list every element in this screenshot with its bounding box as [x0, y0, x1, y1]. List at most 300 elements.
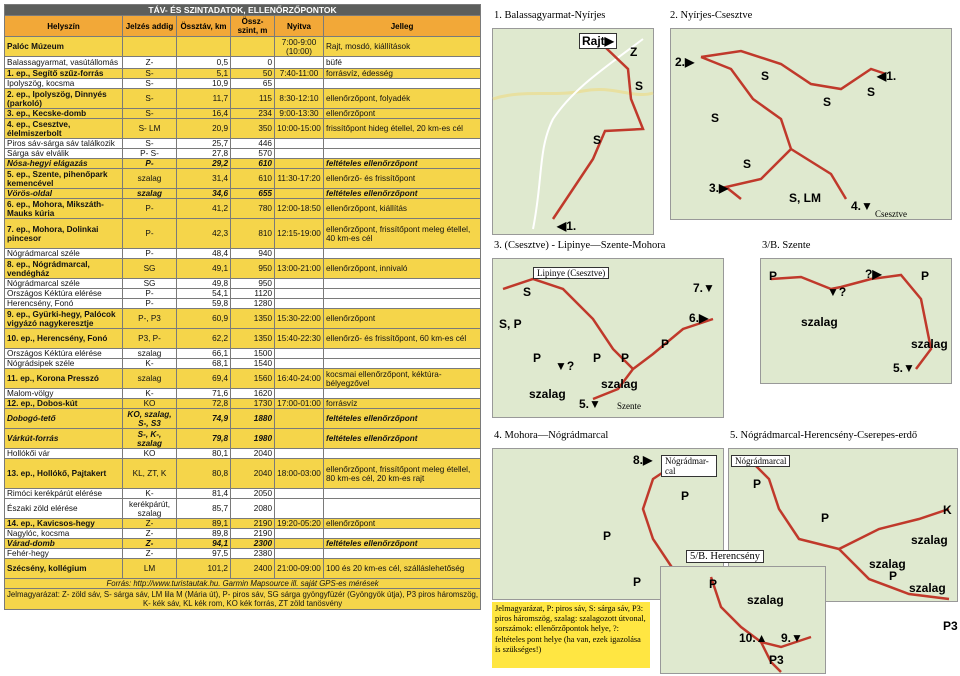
cell-kind: ellenőrző- és frissítőpont, 60 km-es cél — [324, 329, 481, 349]
map3-label-8: P — [593, 351, 602, 365]
cell-elevation: 65 — [231, 79, 275, 89]
cell-open — [275, 539, 324, 549]
cell-open: 12:15-19:00 — [275, 219, 324, 249]
cell-kind — [324, 299, 481, 309]
cell-location: 3. ep., Kecske-domb — [5, 109, 123, 119]
cell-distance: 59,8 — [177, 299, 231, 309]
cell-kind: büfé — [324, 57, 481, 69]
map3-label-11: szalag — [601, 377, 638, 391]
table-row — [5, 359, 481, 369]
cell-open: 8:30-12:10 — [275, 89, 324, 109]
table-row — [5, 149, 481, 159]
cell-location: Várad-domb — [5, 539, 123, 549]
map2-label-3: S — [867, 85, 876, 99]
cell-location: Északi zöld elérése — [5, 499, 123, 519]
cell-elevation: 50 — [231, 69, 275, 79]
table-row — [5, 249, 481, 259]
cell-kind: ellenőrzőpont, kiállítás — [324, 199, 481, 219]
table-legend: Jelmagyarázat: Z- zöld sáv, S- sárga sáv, LM lila M (Mária út), P- piros sáv, SG sárga gyöngyfüzér (Gyöngyök útja), P3 piros háromszög, K- kék sáv, KL kék rom, KO kék forrás, ZT zöld tanösvény — [5, 589, 481, 610]
cell-location: 1. ep., Segítő szűz-forrás — [5, 69, 123, 79]
table-row — [5, 219, 481, 249]
map5-label-8: P — [889, 569, 898, 583]
cell-elevation: 1120 — [231, 289, 275, 299]
table-row — [5, 159, 481, 169]
cell-distance: 89,8 — [177, 529, 231, 539]
cell-mark: S- — [123, 79, 177, 89]
map3-label-9: P — [621, 351, 630, 365]
map5-label-6: szalag — [909, 581, 946, 595]
table-row — [5, 549, 481, 559]
map3b-label-6: 5.▼ — [893, 361, 915, 375]
cell-mark: S- — [123, 139, 177, 149]
cell-mark: S- — [123, 69, 177, 79]
table-row — [5, 389, 481, 399]
cell-location: Palóc Múzeum — [5, 37, 123, 57]
cell-elevation: 610 — [231, 159, 275, 169]
cell-open: 7:40-11:00 — [275, 69, 324, 79]
map1-label-start: Rajt▶ — [579, 33, 617, 49]
table-row — [5, 37, 481, 57]
map1-label-3: S — [593, 133, 602, 147]
cell-mark: szalag — [123, 369, 177, 389]
cell-elevation: 446 — [231, 139, 275, 149]
cell-kind: ellenőrző- és frissítőpont — [324, 169, 481, 189]
cell-kind: forrásvíz, édesség — [324, 69, 481, 79]
cell-elevation: 1280 — [231, 299, 275, 309]
cell-open — [275, 549, 324, 559]
cell-distance: 62,2 — [177, 329, 231, 349]
cell-kind: feltételes ellenőrzőpont — [324, 539, 481, 549]
map2 — [670, 28, 952, 220]
map5b-label-1: szalag — [747, 593, 784, 607]
source-note: Forrás: http://www.turistautak.hu. Garmin Mapsource ill. saját GPS-es mérések — [5, 579, 481, 589]
cell-mark: Z- — [123, 57, 177, 69]
cell-elevation: 1350 — [231, 329, 275, 349]
cell-distance: 94,1 — [177, 539, 231, 549]
header-location: Helyszín — [5, 16, 123, 37]
cell-elevation: 655 — [231, 189, 275, 199]
cell-kind — [324, 79, 481, 89]
cell-open — [275, 79, 324, 89]
cell-kind: ellenőrzőpont, frissítőpont meleg étellel, 40 km-es cél — [324, 219, 481, 249]
cell-kind: ellenőrzőpont — [324, 109, 481, 119]
map2-label-7: 3.▶ — [709, 181, 729, 195]
cell-kind — [324, 529, 481, 539]
cell-location: 2. ep., Ipolyszög, Dinnyés (parkoló) — [5, 89, 123, 109]
cell-open: 7:00-9:00 (10:00) — [275, 37, 324, 57]
cell-distance: 29,2 — [177, 159, 231, 169]
map4-label-4: P — [633, 575, 642, 589]
cell-distance: 34,6 — [177, 189, 231, 199]
map3-title: 3. (Csesztve) - Lipinye—Szente-Mohora — [494, 240, 666, 251]
cell-distance: 16,4 — [177, 109, 231, 119]
cell-distance: 68,1 — [177, 359, 231, 369]
cell-elevation: 1500 — [231, 349, 275, 359]
map5-label-5: szalag — [869, 557, 906, 571]
cell-open — [275, 57, 324, 69]
cell-mark: SG — [123, 259, 177, 279]
cell-open: 17:00-01:00 — [275, 399, 324, 409]
map5-label-4: szalag — [911, 533, 948, 547]
cell-elevation: 2190 — [231, 519, 275, 529]
map3 — [492, 258, 724, 418]
map5b — [660, 566, 826, 674]
cell-mark: Z- — [123, 549, 177, 559]
cell-location: Hollókői vár — [5, 449, 123, 459]
map5b-title: 5/B. Herencsény — [686, 550, 764, 563]
map3b-label-4: szalag — [801, 315, 838, 329]
cell-kind: kocsmai ellenőrzőpont, kéktúra-bélyegzővel — [324, 369, 481, 389]
cell-elevation: 234 — [231, 109, 275, 119]
cell-kind: feltételes ellenőrzőpont — [324, 189, 481, 199]
map3-label-5: P — [661, 337, 670, 351]
cell-elevation: 950 — [231, 279, 275, 289]
cell-location: 8. ep., Nógrádmarcal, vendégház — [5, 259, 123, 279]
map4-label-2: P — [681, 489, 690, 503]
cell-distance: 27,8 — [177, 149, 231, 159]
cell-open: 16:40-24:00 — [275, 369, 324, 389]
cell-elevation: 2400 — [231, 559, 275, 579]
cell-kind: ellenőrzőpont, folyadék — [324, 89, 481, 109]
cell-elevation: 2380 — [231, 549, 275, 559]
table-row — [5, 409, 481, 429]
map2-label-10: Csesztve — [875, 209, 907, 219]
cell-mark: kerékpárút, szalag — [123, 499, 177, 519]
table-row — [5, 79, 481, 89]
cell-kind: feltételes ellenőrzőpont — [324, 429, 481, 449]
map3-label-6: ▼? — [555, 359, 575, 373]
cell-distance — [177, 37, 231, 57]
map3-route — [493, 259, 723, 417]
cell-elevation: 1350 — [231, 309, 275, 329]
cell-distance: 89,1 — [177, 519, 231, 529]
map3-label-10: szalag — [529, 387, 566, 401]
table-row — [5, 109, 481, 119]
header-mark: Jelzés addig — [123, 16, 177, 37]
cell-kind — [324, 489, 481, 499]
header-open: Nyitva — [275, 16, 324, 37]
map2-label-9: 4.▼ — [851, 199, 873, 213]
cell-mark: KO, szalag, S-, S3 — [123, 409, 177, 429]
cell-distance: 5,1 — [177, 69, 231, 79]
cell-location: Várkút-forrás — [5, 429, 123, 449]
table-row — [5, 119, 481, 139]
cell-kind — [324, 359, 481, 369]
cell-kind — [324, 279, 481, 289]
header-distance: Össztáv, km — [177, 16, 231, 37]
cell-distance: 0,5 — [177, 57, 231, 69]
map3-label-4: 6.▶ — [689, 311, 709, 325]
table-row — [5, 429, 481, 449]
cell-location: 10. ep., Herencsény, Fonó — [5, 329, 123, 349]
cell-elevation: 1730 — [231, 399, 275, 409]
cell-kind: ellenőrzőpont — [324, 519, 481, 529]
map2-title: 2. Nyírjes-Csesztve — [670, 10, 753, 21]
table-row — [5, 349, 481, 359]
map5b-label-2: 10.▲ — [739, 631, 768, 645]
table-header — [5, 16, 481, 37]
cell-elevation: 1540 — [231, 359, 275, 369]
cell-elevation — [231, 37, 275, 57]
cell-mark: KO — [123, 449, 177, 459]
cell-mark: P- — [123, 159, 177, 169]
cell-kind: ellenőrzőpont — [324, 309, 481, 329]
itinerary-section — [4, 4, 480, 610]
cell-location: 14. ep., Kavicsos-hegy — [5, 519, 123, 529]
cell-open — [275, 489, 324, 499]
cell-open — [275, 389, 324, 399]
cell-open: 13:00-21:00 — [275, 259, 324, 279]
cell-kind: feltételes ellenőrzőpont — [324, 159, 481, 169]
map3-label-3: S, P — [499, 317, 522, 331]
cell-location: Sárga sáv elválik — [5, 149, 123, 159]
map1-route — [493, 29, 653, 234]
map1-label-1: Z — [630, 45, 638, 59]
cell-distance: 31,4 — [177, 169, 231, 189]
cell-mark: P- — [123, 199, 177, 219]
cell-mark: P- S- — [123, 149, 177, 159]
cell-mark: KL, ZT, K — [123, 459, 177, 489]
cell-kind: frissítőpont hideg étellel, 20 km-es cél — [324, 119, 481, 139]
cell-open — [275, 279, 324, 289]
cell-kind: feltételes ellenőrzőpont — [324, 409, 481, 429]
cell-open: 11:30-17:20 — [275, 169, 324, 189]
cell-distance: 80,1 — [177, 449, 231, 459]
cell-mark: LM — [123, 559, 177, 579]
table-row — [5, 299, 481, 309]
cell-mark: P- — [123, 249, 177, 259]
table-row — [5, 489, 481, 499]
map3b-label-5: szalag — [911, 337, 948, 351]
map5b-label-4: P3 — [769, 653, 784, 667]
cell-location: Dobogó-tető — [5, 409, 123, 429]
cell-distance: 25,7 — [177, 139, 231, 149]
table-row — [5, 449, 481, 459]
map5-label-3: K — [943, 503, 952, 517]
cell-distance: 71,6 — [177, 389, 231, 399]
table-row — [5, 57, 481, 69]
cell-open — [275, 139, 324, 149]
cell-location: Malom-völgy — [5, 389, 123, 399]
table-row — [5, 309, 481, 329]
map2-label-4: ◀1. — [877, 69, 897, 83]
cell-location: Nagylóc, kocsma — [5, 529, 123, 539]
cell-location: Nógrádmarcal széle — [5, 249, 123, 259]
cell-location: Balassagyarmat, vasútállomás — [5, 57, 123, 69]
cell-elevation: 940 — [231, 249, 275, 259]
map3b — [760, 258, 952, 384]
cell-open: 18:00-03:00 — [275, 459, 324, 489]
cell-kind: ellenőrzőpont, frissítőpont meleg étellel, 80 km-es cél, 20 km-es rajt — [324, 459, 481, 489]
cell-location: Fehér-hegy — [5, 549, 123, 559]
cell-distance: 49,8 — [177, 279, 231, 289]
table-row — [5, 199, 481, 219]
cell-distance: 101,2 — [177, 559, 231, 579]
cell-elevation: 350 — [231, 119, 275, 139]
cell-open — [275, 149, 324, 159]
table-row — [5, 369, 481, 389]
cell-location: 7. ep., Mohora, Dolinkai pincesor — [5, 219, 123, 249]
cell-kind — [324, 139, 481, 149]
table-row — [5, 499, 481, 519]
cell-mark: szalag — [123, 169, 177, 189]
cell-open: 9:00-13:30 — [275, 109, 324, 119]
table-row — [5, 289, 481, 299]
itinerary-table — [4, 4, 481, 610]
header-elevation: Össz-szint, m — [231, 16, 275, 37]
cell-distance: 97,5 — [177, 549, 231, 559]
cell-elevation: 1880 — [231, 409, 275, 429]
cell-kind — [324, 449, 481, 459]
table-row — [5, 399, 481, 409]
map2-label-0: 2.▶ — [675, 55, 695, 69]
cell-mark: P- — [123, 299, 177, 309]
table-row — [5, 279, 481, 289]
cell-kind — [324, 289, 481, 299]
cell-location: Herencsény, Fonó — [5, 299, 123, 309]
cell-open — [275, 529, 324, 539]
table-row — [5, 519, 481, 529]
map2-label-6: S — [743, 157, 752, 171]
cell-kind — [324, 549, 481, 559]
map5b-label-0: P — [709, 577, 718, 591]
cell-open — [275, 159, 324, 169]
cell-elevation: 2040 — [231, 459, 275, 489]
cell-open — [275, 189, 324, 199]
cell-elevation: 2190 — [231, 529, 275, 539]
cell-elevation: 2050 — [231, 489, 275, 499]
cell-distance: 69,4 — [177, 369, 231, 389]
cell-location: Szécsény, kollégium — [5, 559, 123, 579]
cell-elevation: 1560 — [231, 369, 275, 389]
cell-mark: P3, P- — [123, 329, 177, 349]
cell-open: 15:30-22:00 — [275, 309, 324, 329]
cell-distance: 49,1 — [177, 259, 231, 279]
map3b-label-0: P — [769, 269, 778, 283]
table-row — [5, 329, 481, 349]
cell-elevation: 610 — [231, 169, 275, 189]
table-row — [5, 189, 481, 199]
cell-kind: 100 és 20 km-es cél, szálláslehetőség — [324, 559, 481, 579]
cell-open — [275, 349, 324, 359]
cell-kind — [324, 389, 481, 399]
map1-title: 1. Balassagyarmat-Nyírjes — [494, 10, 606, 21]
cell-location: Vörös-oldal — [5, 189, 123, 199]
cell-distance: 54,1 — [177, 289, 231, 299]
cell-distance: 10,9 — [177, 79, 231, 89]
cell-location: 11. ep., Korona Presszó — [5, 369, 123, 389]
cell-location: 4. ep., Csesztve, élelmiszerbolt — [5, 119, 123, 139]
map5-title: 5. Nógrádmarcal-Herencsény-Cserepes-erdő — [730, 430, 918, 441]
cell-mark: P- — [123, 289, 177, 299]
cell-kind: Rajt, mosdó, kiállítások — [324, 37, 481, 57]
cell-kind: ellenőrzőpont, innivaló — [324, 259, 481, 279]
cell-distance: 48,4 — [177, 249, 231, 259]
map3-label-12: 5.▼ — [579, 397, 601, 411]
cell-open — [275, 359, 324, 369]
cell-mark: szalag — [123, 349, 177, 359]
cell-open — [275, 299, 324, 309]
cell-mark: S- — [123, 89, 177, 109]
cell-kind — [324, 349, 481, 359]
cell-distance: 72,8 — [177, 399, 231, 409]
cell-elevation: 2040 — [231, 449, 275, 459]
cell-location: Országos Kéktúra elérése — [5, 289, 123, 299]
cell-mark — [123, 37, 177, 57]
cell-mark: S- — [123, 109, 177, 119]
cell-open: 15:40-22:30 — [275, 329, 324, 349]
map3b-label-3: ▼? — [827, 285, 847, 299]
table-row — [5, 559, 481, 579]
map2-label-5: S — [711, 111, 720, 125]
cell-open: 10:00-15:00 — [275, 119, 324, 139]
cell-elevation: 570 — [231, 149, 275, 159]
cell-location: Rimóci kerékpárút elérése — [5, 489, 123, 499]
map3-label-2: 7.▼ — [693, 281, 715, 295]
cell-elevation: 115 — [231, 89, 275, 109]
cell-mark: S- LM — [123, 119, 177, 139]
cell-open — [275, 499, 324, 519]
cell-kind — [324, 249, 481, 259]
cell-elevation: 2080 — [231, 499, 275, 519]
header-kind: Jelleg — [324, 16, 481, 37]
cell-kind — [324, 149, 481, 159]
cell-location: Nósa-hegyi elágazás — [5, 159, 123, 169]
map4-label-0: 8.▶ — [633, 453, 653, 467]
cell-distance: 80,8 — [177, 459, 231, 489]
cell-open — [275, 449, 324, 459]
cell-distance: 60,9 — [177, 309, 231, 329]
cell-elevation: 1620 — [231, 389, 275, 399]
map3-label-0: Lipinye (Csesztve) — [533, 267, 609, 279]
cell-location: Nógrádsipek széle — [5, 359, 123, 369]
cell-mark: K- — [123, 389, 177, 399]
map1 — [492, 28, 654, 235]
map3b-label-1: ?▶ — [865, 267, 882, 281]
table-row — [5, 529, 481, 539]
table-row — [5, 69, 481, 79]
cell-open: 21:00-09:00 — [275, 559, 324, 579]
cell-open — [275, 409, 324, 429]
cell-location: Ipolyszög, kocsma — [5, 79, 123, 89]
cell-location: 5. ep., Szente, pihenőpark kemencével — [5, 169, 123, 189]
cell-open — [275, 429, 324, 449]
map4-label-1: Nógrádmar-cal — [661, 455, 717, 477]
cell-distance: 41,2 — [177, 199, 231, 219]
cell-location: Országos Kéktúra elérése — [5, 349, 123, 359]
cell-distance: 11,7 — [177, 89, 231, 109]
cell-open: 12:00-18:50 — [275, 199, 324, 219]
map2-label-8: S, LM — [789, 191, 821, 205]
table-row — [5, 459, 481, 489]
cell-mark: P- — [123, 219, 177, 249]
cell-distance: 66,1 — [177, 349, 231, 359]
cell-mark: K- — [123, 359, 177, 369]
cell-mark: K- — [123, 489, 177, 499]
map3b-label-2: P — [921, 269, 930, 283]
map3-label-13: Szente — [617, 401, 641, 411]
cell-mark: S-, K-, szalag — [123, 429, 177, 449]
cell-kind — [324, 499, 481, 519]
map3-label-1: S — [523, 285, 532, 299]
cell-elevation: 2300 — [231, 539, 275, 549]
cell-distance: 81,4 — [177, 489, 231, 499]
map4-label-3: P — [603, 529, 612, 543]
map-legend: Jelmagyarázat, P: piros sáv, S: sárga sáv, P3: piros háromszög, szalag: szalagozott útvonal, sorszámok: ellenőrzőpontok helye, ?: feltételes pont helye (ha van, ezek igazolása is szükséges!) — [492, 602, 650, 668]
table-row — [5, 139, 481, 149]
cell-mark: Z- — [123, 519, 177, 529]
cell-distance: 20,9 — [177, 119, 231, 139]
